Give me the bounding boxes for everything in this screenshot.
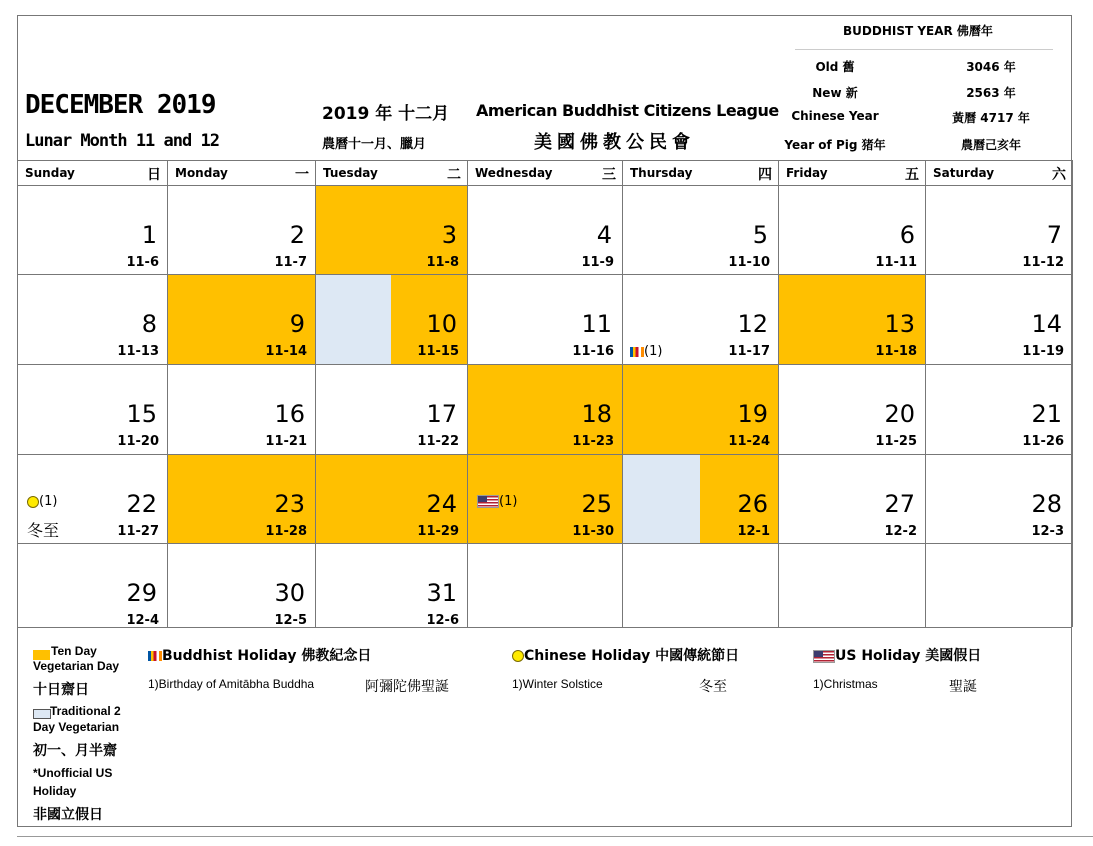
grid-vline — [467, 160, 468, 627]
buddhist-year-title: BUDDHIST YEAR 佛曆年 — [843, 24, 993, 38]
lunar-date: 11-10 — [728, 255, 770, 270]
grid-hline — [17, 160, 1072, 161]
legend-chinese-item: 1)Winter Solstice — [512, 677, 603, 691]
weekday-cn: 三 — [602, 167, 616, 183]
us-flag-icon — [813, 650, 835, 663]
traditional-vegetarian-block — [315, 274, 391, 364]
lunar-date: 11-23 — [572, 434, 614, 449]
grid-vline — [778, 160, 779, 627]
day-cell[interactable] — [17, 364, 167, 454]
lunar-date: 11-12 — [1022, 255, 1064, 270]
day-number: 10 — [426, 310, 457, 338]
day-number: 29 — [126, 579, 157, 607]
day-number: 18 — [581, 400, 612, 428]
day-cell[interactable] — [17, 185, 167, 274]
day-number: 28 — [1031, 490, 1062, 518]
grid-vline — [622, 160, 623, 627]
holiday-marker-label: (1) — [499, 494, 518, 509]
day-cell[interactable] — [622, 185, 778, 274]
day-cell[interactable] — [315, 364, 467, 454]
grid-vline — [17, 160, 18, 627]
buddhist-flag-icon — [148, 651, 162, 661]
empty-cell — [622, 543, 778, 627]
lunar-date: 11-7 — [274, 255, 307, 270]
lunar-date: 11-13 — [117, 344, 159, 359]
legend-chinese — [512, 645, 739, 665]
lunar-date: 11-22 — [417, 434, 459, 449]
lunar-date: 12-1 — [737, 524, 770, 539]
holiday-note: 冬至 — [27, 521, 60, 540]
day-cell[interactable] — [167, 364, 315, 454]
weekday-header — [622, 162, 778, 184]
grid-hline — [17, 543, 1072, 544]
day-cell[interactable] — [315, 454, 467, 543]
legend-buddhist — [148, 645, 371, 665]
buddhist-year-label-old: Old 舊 — [815, 60, 855, 74]
grid-vline — [315, 160, 316, 627]
day-number: 13 — [884, 310, 915, 338]
day-cell[interactable] — [925, 364, 1072, 454]
day-cell[interactable] — [467, 454, 622, 543]
lunar-date: 11-25 — [875, 434, 917, 449]
lunar-date: 12-5 — [274, 613, 307, 628]
lunar-date: 12-2 — [884, 524, 917, 539]
legend-unofficial-label: *Unofficial US Holiday — [33, 766, 113, 798]
weekday-header — [315, 162, 467, 184]
buddhist-year-value-chinese: 黃曆 4717 年 — [952, 111, 1030, 125]
grid-vline — [167, 160, 168, 627]
day-number: 15 — [126, 400, 157, 428]
weekday-header — [467, 162, 622, 184]
buddhist-year-value-new: 2563 年 — [966, 86, 1016, 100]
legend-us-item-cn: 聖誕 — [949, 679, 977, 695]
day-cell[interactable] — [17, 274, 167, 364]
lunar-subtitle: Lunar Month 11 and 12 — [25, 131, 219, 151]
weekday-en: Friday — [786, 166, 828, 180]
day-number: 26 — [737, 490, 768, 518]
weekday-header — [167, 162, 315, 184]
day-number: 5 — [752, 221, 768, 249]
lunar-date: 11-8 — [426, 255, 459, 270]
day-cell[interactable] — [925, 454, 1072, 543]
buddhist-flag-icon — [630, 347, 644, 357]
month-title: DECEMBER 2019 — [25, 90, 216, 120]
lunar-date: 11-29 — [417, 524, 459, 539]
day-number: 14 — [1031, 310, 1062, 338]
weekday-header — [778, 162, 925, 184]
day-number: 23 — [274, 490, 305, 518]
legend-chinese-item-cn: 冬至 — [699, 679, 727, 695]
buddhist-year-value-old: 3046 年 — [966, 60, 1016, 74]
day-cell[interactable] — [778, 185, 925, 274]
day-number: 3 — [441, 221, 457, 249]
lunar-date: 12-6 — [426, 613, 459, 628]
lunar-date: 11-24 — [728, 434, 770, 449]
buddhist-year-value-zodiac: 農曆己亥年 — [960, 138, 1021, 152]
empty-cell — [925, 543, 1072, 627]
day-number: 25 — [581, 490, 612, 518]
legend-trad-label: Traditional 2 Day Vegetarian — [33, 704, 121, 734]
day-cell[interactable] — [467, 364, 622, 454]
day-number: 9 — [289, 310, 305, 338]
day-number: 17 — [426, 400, 457, 428]
day-number: 7 — [1046, 221, 1062, 249]
buddhist-year-label-chinese: Chinese Year — [791, 109, 879, 123]
day-number: 2 — [289, 221, 305, 249]
empty-cell — [778, 543, 925, 627]
day-cell[interactable] — [925, 274, 1072, 364]
day-number: 24 — [426, 490, 457, 518]
weekday-en: Saturday — [933, 166, 995, 180]
legend-us — [813, 645, 981, 665]
lunar-date: 12-4 — [126, 613, 159, 628]
day-cell[interactable] — [17, 543, 167, 627]
lunar-date: 11-19 — [1022, 344, 1064, 359]
lunar-date: 11-27 — [117, 524, 159, 539]
day-cell[interactable] — [622, 454, 778, 543]
league-name-english: American Buddhist Citizens League — [476, 101, 779, 120]
buddhist-year-label-new: New 新 — [812, 86, 858, 100]
lunar-date: 11-21 — [265, 434, 307, 449]
holiday-marker — [477, 494, 517, 509]
lunar-date: 11-20 — [117, 434, 159, 449]
lunar-date: 11-26 — [1022, 434, 1064, 449]
weekday-header — [925, 162, 1072, 184]
weekday-cn: 六 — [1052, 167, 1066, 183]
grid-vline — [925, 160, 926, 627]
weekday-en: Sunday — [25, 166, 75, 180]
grid-hline — [17, 454, 1072, 455]
day-number: 1 — [141, 221, 157, 249]
day-number: 21 — [1031, 400, 1062, 428]
weekday-header — [17, 162, 167, 184]
lunar-date: 11-16 — [572, 344, 614, 359]
day-number: 22 — [126, 490, 157, 518]
chinese-holiday-icon — [27, 496, 39, 508]
lunar-date: 11-18 — [875, 344, 917, 359]
day-cell[interactable] — [467, 185, 622, 274]
lunar-date: 12-3 — [1031, 524, 1064, 539]
day-cell[interactable] — [925, 185, 1072, 274]
legend-buddhist-title: Buddhist Holiday 佛教紀念日 — [162, 648, 372, 664]
day-cell[interactable] — [622, 274, 778, 364]
lunar-date: 11-17 — [728, 344, 770, 359]
grid-hline — [17, 185, 1072, 186]
legend-trad-cn: 初一、月半齋 — [33, 743, 117, 759]
lunar-date: 11-15 — [417, 344, 459, 359]
us-flag-icon — [477, 495, 499, 508]
buddhist-year-label-zodiac: Year of Pig 猪年 — [784, 138, 886, 152]
legend-unofficial-cn: 非國立假日 — [33, 807, 103, 823]
chinese-year-month: 2019 年 十二月 — [322, 104, 450, 124]
lunar-date: 11-30 — [572, 524, 614, 539]
weekday-en: Monday — [175, 166, 228, 180]
lunar-date: 11-11 — [875, 255, 917, 270]
weekday-cn: 一 — [295, 167, 309, 183]
lunar-date: 11-9 — [581, 255, 614, 270]
day-number: 16 — [274, 400, 305, 428]
day-cell[interactable] — [167, 185, 315, 274]
lunar-date: 11-14 — [265, 344, 307, 359]
weekday-en: Tuesday — [323, 166, 378, 180]
day-cell[interactable] — [467, 274, 622, 364]
chinese-lunar-months: 農曆十一月、臘月 — [322, 137, 427, 152]
league-name-chinese: 美國佛教公民會 — [534, 132, 695, 153]
legend-us-title: US Holiday 美國假日 — [835, 648, 982, 664]
weekday-cn: 五 — [905, 167, 919, 183]
legend-ten-day-cn: 十日齋日 — [33, 682, 89, 698]
holiday-marker-label: (1) — [644, 344, 663, 359]
legend-chinese-title: Chinese Holiday 中國傳統節日 — [524, 648, 740, 664]
buddhist-year-divider — [795, 49, 1053, 50]
day-cell[interactable] — [167, 454, 315, 543]
holiday-marker — [27, 494, 57, 509]
day-number: 31 — [426, 579, 457, 607]
legend-buddhist-item: 1)Birthday of Amitābha Buddha — [148, 677, 315, 691]
empty-cell — [467, 543, 622, 627]
legend-us-item: 1)Christmas — [813, 677, 878, 691]
chinese-holiday-icon — [512, 650, 524, 662]
legend-ten-day-label: Ten Day Vegetarian Day — [33, 644, 120, 673]
weekday-cn: 日 — [147, 167, 161, 183]
lunar-date: 11-6 — [126, 255, 159, 270]
holiday-marker — [630, 344, 662, 359]
day-number: 20 — [884, 400, 915, 428]
grid-hline — [17, 627, 1072, 628]
traditional-vegetarian-block — [622, 454, 700, 543]
day-cell[interactable] — [315, 185, 467, 274]
day-number: 19 — [737, 400, 768, 428]
day-cell[interactable] — [315, 274, 467, 364]
day-number: 11 — [581, 310, 612, 338]
page-bottom-rule — [17, 836, 1093, 837]
day-number: 8 — [141, 310, 157, 338]
weekday-en: Thursday — [630, 166, 693, 180]
holiday-marker-label: (1) — [39, 494, 58, 509]
day-number: 4 — [596, 221, 612, 249]
day-cell[interactable] — [778, 274, 925, 364]
day-number: 12 — [737, 310, 768, 338]
grid-hline — [17, 274, 1072, 275]
legend-buddhist-item-cn: 阿彌陀佛聖誕 — [365, 679, 449, 695]
weekday-cn: 四 — [758, 167, 772, 183]
day-cell[interactable] — [315, 543, 467, 627]
day-number: 27 — [884, 490, 915, 518]
day-cell[interactable] — [17, 454, 167, 543]
day-cell[interactable] — [167, 274, 315, 364]
day-cell[interactable] — [167, 543, 315, 627]
day-number: 6 — [899, 221, 915, 249]
grid-vline — [1072, 160, 1073, 627]
day-number: 30 — [274, 579, 305, 607]
day-cell[interactable] — [778, 454, 925, 543]
lunar-date: 11-28 — [265, 524, 307, 539]
grid-hline — [17, 364, 1072, 365]
day-cell[interactable] — [778, 364, 925, 454]
weekday-cn: 二 — [447, 167, 461, 183]
day-cell[interactable] — [622, 364, 778, 454]
weekday-en: Wednesday — [475, 166, 553, 180]
